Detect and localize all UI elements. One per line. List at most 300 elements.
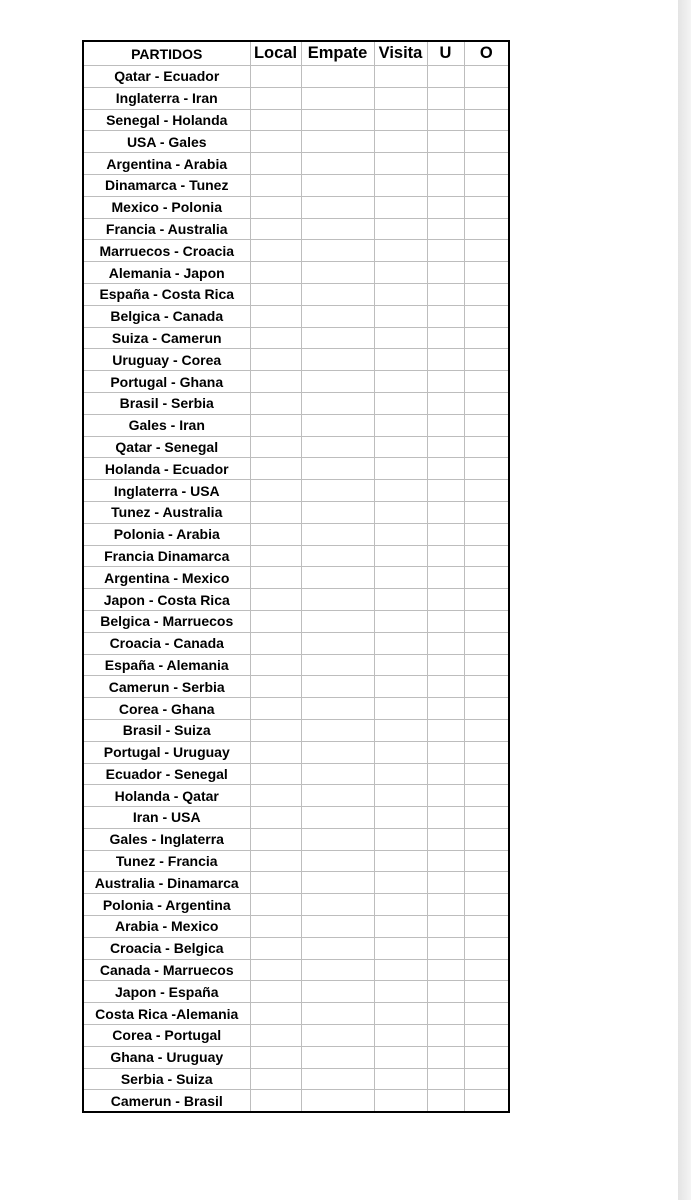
o-cell [464,240,509,262]
local-cell [250,196,301,218]
u-cell [427,196,464,218]
table-row [83,894,509,916]
match-name: Camerun - Serbia [83,676,250,698]
o-cell [464,807,509,829]
o-cell [464,87,509,109]
empate-cell [301,196,374,218]
local-cell [250,741,301,763]
empate-cell [301,66,374,88]
local-cell [250,981,301,1003]
u-cell [427,458,464,480]
o-cell [464,894,509,916]
match-name: Belgica - Canada [83,305,250,327]
o-cell [464,916,509,938]
u-cell [427,589,464,611]
empate-cell [301,828,374,850]
match-name: Canada - Marruecos [83,959,250,981]
u-cell [427,305,464,327]
match-name: Australia - Dinamarca [83,872,250,894]
u-cell [427,153,464,175]
u-cell [427,501,464,523]
local-cell [250,589,301,611]
o-cell [464,196,509,218]
local-cell [250,66,301,88]
empate-cell [301,807,374,829]
table-row [83,327,509,349]
visita-cell [374,872,427,894]
empate-cell [301,567,374,589]
local-cell [250,262,301,284]
u-cell [427,894,464,916]
u-cell [427,1003,464,1025]
local-cell [250,1003,301,1025]
match-name: Tunez - Francia [83,850,250,872]
local-cell [250,894,301,916]
visita-cell [374,153,427,175]
o-cell [464,283,509,305]
o-cell [464,392,509,414]
o-cell [464,523,509,545]
table-row [83,458,509,480]
u-cell [427,785,464,807]
visita-cell [374,567,427,589]
visita-cell [374,763,427,785]
u-cell [427,218,464,240]
o-cell [464,371,509,393]
empate-cell [301,1003,374,1025]
empate-cell [301,392,374,414]
o-cell [464,589,509,611]
table-row [83,87,509,109]
o-cell [464,305,509,327]
empate-cell [301,327,374,349]
empate-cell [301,676,374,698]
o-cell [464,676,509,698]
match-name: Polonia - Arabia [83,523,250,545]
match-name: Tunez - Australia [83,501,250,523]
local-cell [250,632,301,654]
u-cell [427,174,464,196]
match-name: Francia Dinamarca [83,545,250,567]
match-name: Suiza - Camerun [83,327,250,349]
visita-cell [374,283,427,305]
u-cell [427,850,464,872]
visita-cell [374,240,427,262]
empate-cell [301,283,374,305]
empate-cell [301,545,374,567]
o-cell [464,632,509,654]
match-name: Ghana - Uruguay [83,1046,250,1068]
table-row [83,480,509,502]
local-cell [250,327,301,349]
match-name: Marruecos - Croacia [83,240,250,262]
visita-cell [374,414,427,436]
table-row [83,850,509,872]
table-row [83,1090,509,1112]
match-name: Senegal - Holanda [83,109,250,131]
table-row [83,501,509,523]
match-name: Francia - Australia [83,218,250,240]
local-cell [250,1046,301,1068]
visita-cell [374,1068,427,1090]
match-name: Inglaterra - Iran [83,87,250,109]
u-cell [427,610,464,632]
o-cell [464,1068,509,1090]
empate-cell [301,240,374,262]
empate-cell [301,589,374,611]
match-name: Brasil - Serbia [83,392,250,414]
u-cell [427,523,464,545]
visita-cell [374,131,427,153]
header-partidos: PARTIDOS [83,41,250,66]
match-name: Iran - USA [83,807,250,829]
visita-cell [374,1025,427,1047]
empate-cell [301,436,374,458]
table-row [83,109,509,131]
table-row [83,741,509,763]
visita-cell [374,676,427,698]
visita-cell [374,545,427,567]
table-row [83,218,509,240]
table-row [83,392,509,414]
o-cell [464,153,509,175]
empate-cell [301,480,374,502]
o-cell [464,109,509,131]
empate-cell [301,174,374,196]
local-cell [250,414,301,436]
table-row [83,1046,509,1068]
visita-cell [374,523,427,545]
empate-cell [301,654,374,676]
local-cell [250,283,301,305]
header-u: U [427,41,464,66]
o-cell [464,66,509,88]
o-cell [464,872,509,894]
table-row [83,305,509,327]
table-row [83,1025,509,1047]
empate-cell [301,763,374,785]
visita-cell [374,371,427,393]
table-row [83,610,509,632]
local-cell [250,719,301,741]
local-cell [250,807,301,829]
match-name: Portugal - Uruguay [83,741,250,763]
o-cell [464,349,509,371]
empate-cell [301,305,374,327]
table-row [83,916,509,938]
visita-cell [374,937,427,959]
table-row [83,937,509,959]
u-cell [427,436,464,458]
match-name: Japon - España [83,981,250,1003]
visita-cell [374,1046,427,1068]
visita-cell [374,850,427,872]
empate-cell [301,719,374,741]
o-cell [464,610,509,632]
match-name: USA - Gales [83,131,250,153]
o-cell [464,218,509,240]
local-cell [250,959,301,981]
local-cell [250,436,301,458]
u-cell [427,981,464,1003]
o-cell [464,414,509,436]
visita-cell [374,458,427,480]
empate-cell [301,894,374,916]
visita-cell [374,174,427,196]
header-local: Local [250,41,301,66]
table-row [83,676,509,698]
o-cell [464,327,509,349]
table-row [83,131,509,153]
o-cell [464,1025,509,1047]
match-rows [83,66,509,1113]
table-row [83,763,509,785]
u-cell [427,719,464,741]
u-cell [427,872,464,894]
match-name: Portugal - Ghana [83,371,250,393]
u-cell [427,240,464,262]
table-row [83,654,509,676]
header-o: O [464,41,509,66]
match-name: Japon - Costa Rica [83,589,250,611]
visita-cell [374,894,427,916]
local-cell [250,218,301,240]
u-cell [427,327,464,349]
header-visita: Visita [374,41,427,66]
local-cell [250,131,301,153]
o-cell [464,436,509,458]
table-row [83,153,509,175]
u-cell [427,545,464,567]
o-cell [464,828,509,850]
table-row [83,785,509,807]
local-cell [250,109,301,131]
match-name: España - Alemania [83,654,250,676]
match-name: Camerun - Brasil [83,1090,250,1112]
o-cell [464,174,509,196]
u-cell [427,349,464,371]
empate-cell [301,218,374,240]
u-cell [427,828,464,850]
u-cell [427,1068,464,1090]
empate-cell [301,1046,374,1068]
visita-cell [374,807,427,829]
visita-cell [374,981,427,1003]
visita-cell [374,480,427,502]
match-name: Alemania - Japon [83,262,250,284]
match-name: Qatar - Ecuador [83,66,250,88]
o-cell [464,501,509,523]
visita-cell [374,218,427,240]
u-cell [427,959,464,981]
o-cell [464,763,509,785]
u-cell [427,698,464,720]
match-name: Argentina - Mexico [83,567,250,589]
match-name: Gales - Inglaterra [83,828,250,850]
local-cell [250,654,301,676]
local-cell [250,937,301,959]
empate-cell [301,1025,374,1047]
u-cell [427,109,464,131]
local-cell [250,676,301,698]
match-name: Belgica - Marruecos [83,610,250,632]
empate-cell [301,349,374,371]
u-cell [427,763,464,785]
o-cell [464,959,509,981]
empate-cell [301,1090,374,1112]
visita-cell [374,610,427,632]
u-cell [427,676,464,698]
local-cell [250,785,301,807]
visita-cell [374,392,427,414]
u-cell [427,283,464,305]
u-cell [427,741,464,763]
empate-cell [301,632,374,654]
header-row [83,41,509,66]
empate-cell [301,523,374,545]
local-cell [250,872,301,894]
o-cell [464,480,509,502]
local-cell [250,567,301,589]
empate-cell [301,131,374,153]
local-cell [250,153,301,175]
table-row [83,545,509,567]
u-cell [427,567,464,589]
local-cell [250,174,301,196]
visita-cell [374,632,427,654]
empate-cell [301,916,374,938]
u-cell [427,1025,464,1047]
empate-cell [301,785,374,807]
u-cell [427,632,464,654]
o-cell [464,545,509,567]
match-name: Uruguay - Corea [83,349,250,371]
local-cell [250,240,301,262]
visita-cell [374,66,427,88]
table-row [83,828,509,850]
local-cell [250,349,301,371]
visita-cell [374,785,427,807]
visita-cell [374,327,427,349]
visita-cell [374,1003,427,1025]
visita-cell [374,741,427,763]
empate-cell [301,850,374,872]
visita-cell [374,654,427,676]
match-name: Croacia - Canada [83,632,250,654]
match-name: Dinamarca - Tunez [83,174,250,196]
local-cell [250,87,301,109]
visita-cell [374,719,427,741]
matches-table [82,40,510,1113]
u-cell [427,1090,464,1112]
empate-cell [301,458,374,480]
table-row [83,371,509,393]
table-row [83,959,509,981]
visita-cell [374,262,427,284]
o-cell [464,1046,509,1068]
visita-cell [374,828,427,850]
local-cell [250,305,301,327]
local-cell [250,458,301,480]
match-name: España - Costa Rica [83,283,250,305]
table-row [83,414,509,436]
empate-cell [301,153,374,175]
visita-cell [374,916,427,938]
local-cell [250,1025,301,1047]
table-row [83,589,509,611]
u-cell [427,66,464,88]
match-name: Argentina - Arabia [83,153,250,175]
u-cell [427,392,464,414]
local-cell [250,850,301,872]
local-cell [250,1068,301,1090]
match-name: Inglaterra - USA [83,480,250,502]
visita-cell [374,959,427,981]
o-cell [464,1003,509,1025]
empate-cell [301,872,374,894]
table-row [83,66,509,88]
match-name: Corea - Ghana [83,698,250,720]
table-row [83,349,509,371]
u-cell [427,262,464,284]
u-cell [427,807,464,829]
local-cell [250,916,301,938]
page-edge [678,0,691,1200]
local-cell [250,371,301,393]
u-cell [427,1046,464,1068]
table-row [83,719,509,741]
match-name: Mexico - Polonia [83,196,250,218]
visita-cell [374,109,427,131]
o-cell [464,981,509,1003]
table-row [83,1003,509,1025]
visita-cell [374,305,427,327]
empate-cell [301,937,374,959]
visita-cell [374,87,427,109]
local-cell [250,828,301,850]
local-cell [250,545,301,567]
u-cell [427,937,464,959]
o-cell [464,567,509,589]
visita-cell [374,349,427,371]
o-cell [464,698,509,720]
empate-cell [301,371,374,393]
empate-cell [301,610,374,632]
visita-cell [374,589,427,611]
empate-cell [301,87,374,109]
visita-cell [374,698,427,720]
empate-cell [301,959,374,981]
o-cell [464,1090,509,1112]
match-name: Polonia - Argentina [83,894,250,916]
table-row [83,174,509,196]
table-row [83,1068,509,1090]
empate-cell [301,501,374,523]
table-row [83,567,509,589]
table-row [83,240,509,262]
table-row [83,632,509,654]
o-cell [464,262,509,284]
u-cell [427,131,464,153]
o-cell [464,719,509,741]
match-name: Arabia - Mexico [83,916,250,938]
table-row [83,436,509,458]
u-cell [427,916,464,938]
local-cell [250,1090,301,1112]
u-cell [427,480,464,502]
match-name: Brasil - Suiza [83,719,250,741]
local-cell [250,501,301,523]
